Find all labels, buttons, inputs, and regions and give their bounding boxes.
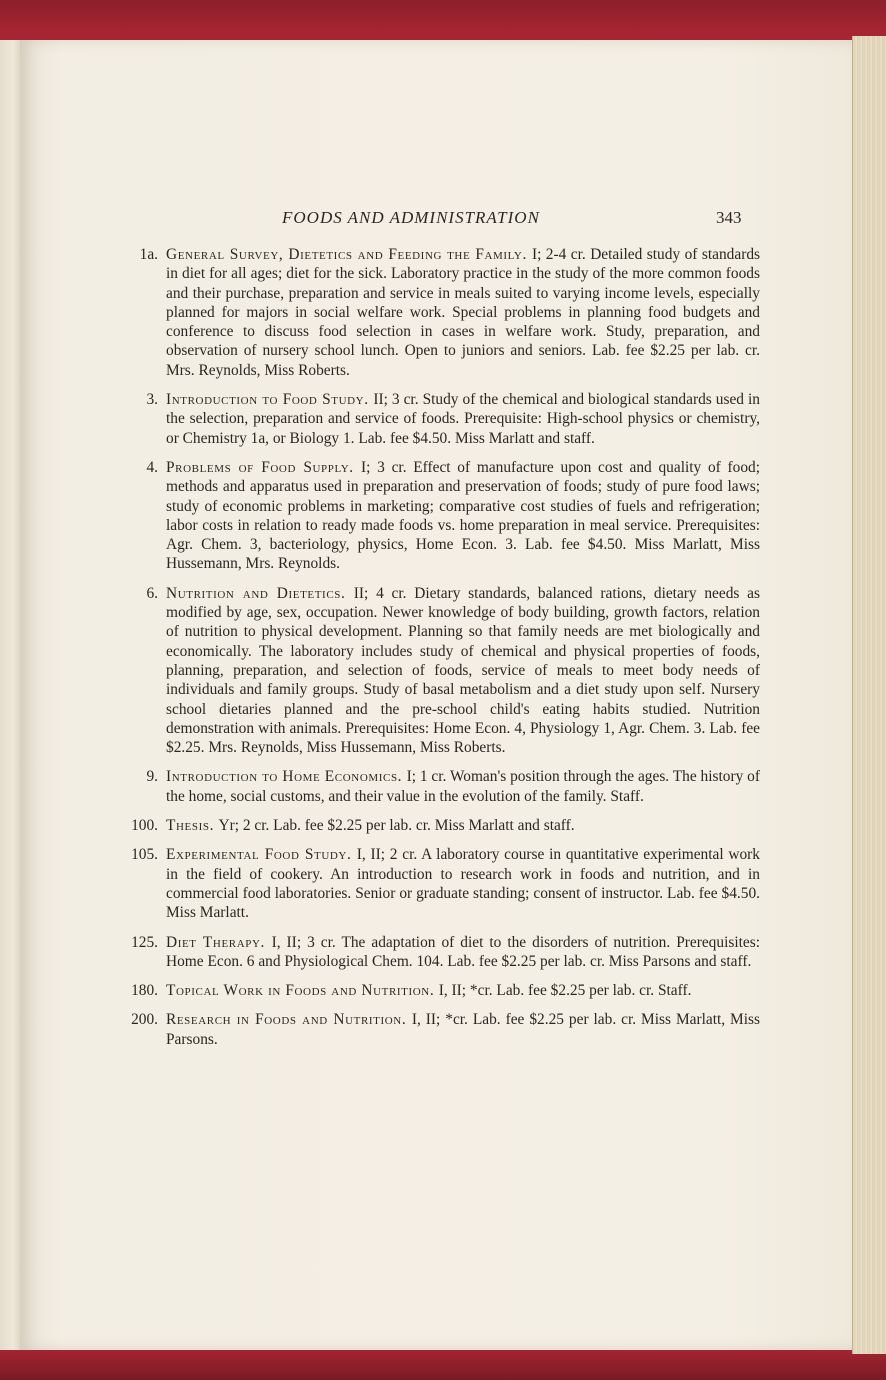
course-number: 105. bbox=[131, 846, 158, 864]
course-listing bbox=[120, 245, 760, 1059]
course-title: Topical Work in Foods and Nutrition. bbox=[166, 982, 439, 1000]
course-title: Problems of Food Supply. bbox=[166, 458, 362, 476]
course-description: I, II; 2 cr. A laboratory course in quantitative experimental work in the field of cookery. An introduction to research work in foods and nutrition, and in commercial food laboratories. Senior or graduate standing; consent of instructor. Lab. fee $4.50. Miss Marlatt. bbox=[166, 846, 760, 922]
course-title: Diet Therapy. bbox=[166, 933, 272, 951]
course-entry bbox=[120, 1010, 760, 1049]
course-title: Thesis. bbox=[166, 817, 219, 835]
course-entry bbox=[120, 981, 760, 1000]
course-description: I; 1 cr. Woman's position through the ages. The history of the home, social customs, and their value in the evolution of the family. Staff. bbox=[166, 768, 760, 805]
page-stack-edge bbox=[852, 36, 886, 1354]
course-number: 1a. bbox=[139, 246, 158, 263]
course-entry bbox=[120, 584, 760, 758]
course-description: I, II; *cr. Lab. fee $2.25 per lab. cr. Miss Marlatt, Miss Parsons. bbox=[166, 1011, 761, 1048]
course-number: 4. bbox=[146, 458, 158, 476]
course-title: Nutrition and Dietetics. bbox=[166, 584, 354, 602]
course-title: Experimental Food Study. bbox=[166, 846, 357, 864]
course-number: 9. bbox=[146, 768, 158, 786]
course-entry bbox=[120, 458, 760, 574]
course-entry bbox=[120, 767, 760, 806]
course-entry bbox=[120, 845, 760, 922]
course-description: I; 2-4 cr. Detailed study of standards in diet for all ages; diet for the sick. Laboratory practice in the study of the more common foods and their purchase, preparation and service in meals suited to varying income levels, especially planned for majors in social welfare work. Special problems in planning food budgets and conference to discuss food selection in cases in welfare work. Study, preparation, and observation of nursery school lunch. Open to juniors and seniors. Lab. fee $2.25 per lab. cr. Mrs. Reynolds, Miss Roberts. bbox=[166, 246, 760, 379]
course-entry bbox=[120, 390, 760, 448]
course-title: General Survey, Dietetics and Feeding the Family. bbox=[166, 246, 532, 263]
course-number: 200. bbox=[131, 1011, 158, 1029]
course-description: Yr; 2 cr. Lab. fee $2.25 per lab. cr. Miss Marlatt and staff. bbox=[218, 817, 575, 835]
course-description: I, II; *cr. Lab. fee $2.25 per lab. cr. Staff. bbox=[438, 982, 692, 1000]
page-header bbox=[20, 208, 852, 232]
course-number: 100. bbox=[131, 817, 158, 835]
course-description: II; 4 cr. Dietary standards, balanced rations, dietary needs as modified by age, sex, occupation. Newer knowledge of body building, growth factors, relation of nutrition to physical development. Planning so that family needs are met biologically and economically. The laboratory includes study of chemical and physical properties of foods, planning, preparation, and selection of foods, service of meals to meet body needs of individuals and family groups. Study of basal metabolism and a diet study upon self. Nursery school dietaries planned and the pre-school child's eating habits studied. Nutrition demonstration with animals. Prerequisites: Home Econ. 4, Physiology 1, Agr. Chem. 3. Lab. fee $2.25. Mrs. Reynolds, Miss Hussemann, Miss Roberts. bbox=[166, 584, 760, 757]
course-description: I, II; 3 cr. The adaptation of diet to the disorders of nutrition. Prerequisites: Home Econ. 6 and Physiological Chem. 104. Lab. fee $2.25 per lab. cr. Miss Parsons and staff. bbox=[166, 933, 760, 970]
course-number: 6. bbox=[146, 584, 158, 602]
course-entry bbox=[120, 933, 760, 972]
course-entry bbox=[120, 245, 760, 380]
course-number: 125. bbox=[131, 933, 158, 951]
course-description: I; 3 cr. Effect of manufacture upon cost and quality of food; methods and apparatus used in preparation and preservation of foods; study of pure food laws; study of economic problems in marketing; comparative cost studies of fuels and refrigeration; labor costs in relation to ready made foods vs. home preparation in meal service. Prerequisites: Agr. Chem. 3, bacteriology, physics, Home Econ. 3. Lab. fee $4.50. Miss Marlatt, Miss Hussemann, Mrs. Reynolds. bbox=[166, 458, 760, 573]
course-number: 3. bbox=[146, 391, 158, 409]
course-title: Introduction to Home Economics. bbox=[166, 768, 407, 786]
course-number: 180. bbox=[131, 982, 158, 1000]
course-description: II; 3 cr. Study of the chemical and biological standards used in the selection, preparation and service of foods. Prerequisite: High-school physics or chemistry, or Chemistry 1a, or Biology 1. Lab. fee $4.50. Miss Marlatt and staff. bbox=[166, 391, 760, 447]
running-title: FOODS AND ADMINISTRATION bbox=[282, 208, 540, 227]
book-page bbox=[20, 40, 852, 1350]
course-entry bbox=[120, 816, 760, 835]
course-title: Introduction to Food Study. bbox=[166, 391, 374, 409]
course-title: Research in Foods and Nutrition. bbox=[166, 1011, 412, 1029]
page-number: 343 bbox=[716, 208, 742, 227]
